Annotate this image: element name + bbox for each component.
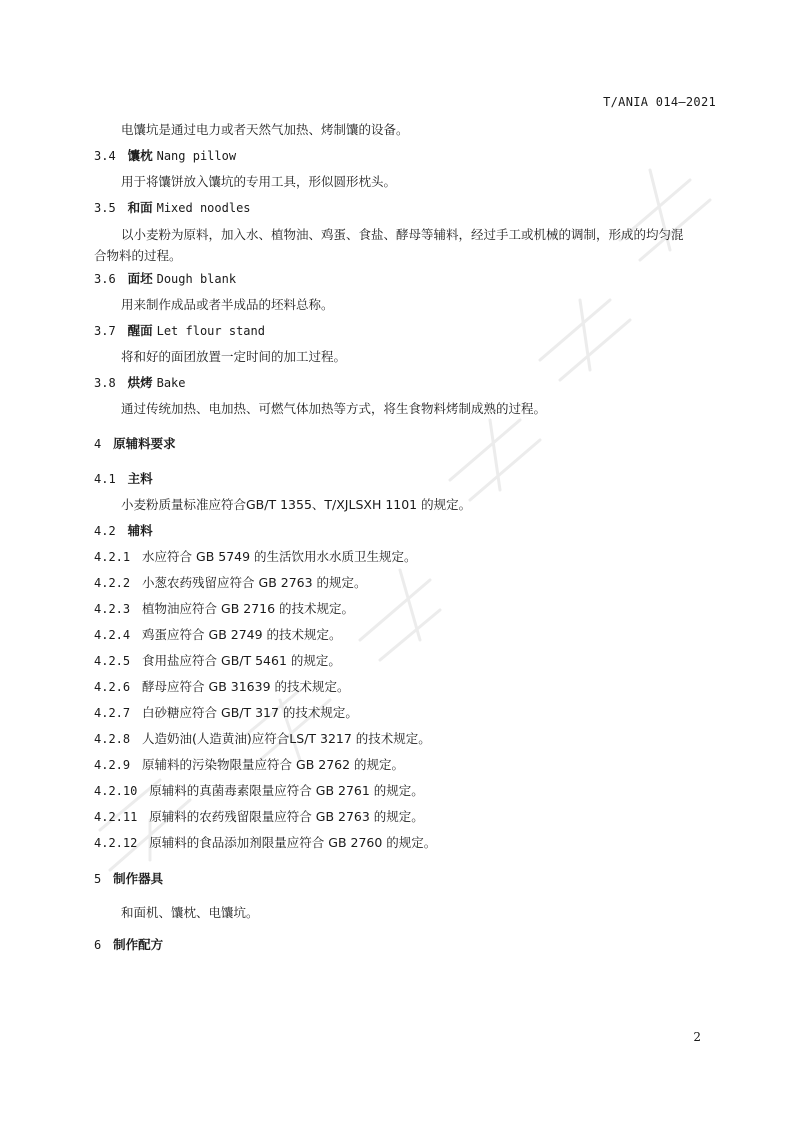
section-number: 4 <box>94 437 102 451</box>
clause-number: 4.2.2 <box>94 576 131 590</box>
section-heading-3-6 <box>94 269 236 289</box>
clause-4-2-9 <box>94 755 404 775</box>
clause-text: 植物油应符合 GB 2716 的技术规定。 <box>142 601 355 616</box>
section-number: 5 <box>94 872 102 886</box>
clause-text: 原辅料的农药残留限量应符合 GB 2763 的规定。 <box>149 809 424 824</box>
clause-text: 食用盐应符合 GB/T 5461 的规定。 <box>142 653 341 668</box>
clause-number: 4.2.10 <box>94 784 138 798</box>
clause-number: 4.2.3 <box>94 602 131 616</box>
section-number: 3.4 <box>94 149 116 163</box>
section-term: 制作配方 <box>113 937 164 952</box>
section-heading-3-8 <box>94 373 186 393</box>
clause-4-2-2 <box>94 573 367 593</box>
section-term: 馕枕 <box>127 148 153 163</box>
clause-number: 4.2.6 <box>94 680 131 694</box>
section-term: 主料 <box>127 471 153 486</box>
paragraph: 用来制作成品或者半成品的坯料总称。 <box>121 297 334 312</box>
section-heading-6 <box>94 935 163 955</box>
section-number: 3.6 <box>94 272 116 286</box>
section-term: 制作器具 <box>113 871 164 886</box>
section-heading-4-1 <box>94 469 153 489</box>
clause-number: 4.2.12 <box>94 836 138 850</box>
paragraph: 用于将馕饼放入馕坑的专用工具，形似圆形枕头。 <box>121 174 397 189</box>
section-term-en: Nang pillow <box>156 149 237 163</box>
paragraph: 小麦粉质量标准应符合GB/T 1355、T/XJLSXH 1101 的规定。 <box>121 497 472 512</box>
section-term: 醒面 <box>127 323 153 338</box>
page-number: 2 <box>693 1030 701 1044</box>
clause-4-2-4 <box>94 625 342 645</box>
clause-4-2-3 <box>94 599 354 619</box>
clause-number: 4.2.9 <box>94 758 131 772</box>
clause-4-2-12 <box>94 833 436 853</box>
section-heading-5 <box>94 869 163 889</box>
section-term-en: Let flour stand <box>156 324 265 338</box>
clause-text: 水应符合 GB 5749 的生活饮用水水质卫生规定。 <box>142 549 417 564</box>
clause-text: 原辅料的食品添加剂限量应符合 GB 2760 的规定。 <box>149 835 437 850</box>
section-term: 面坯 <box>127 271 153 286</box>
section-term: 烘烤 <box>127 375 153 390</box>
paragraph: 电馕坑是通过电力或者天然气加热、烤制馕的设备。 <box>121 122 409 137</box>
clause-number: 4.2.1 <box>94 550 131 564</box>
section-term: 原辅料要求 <box>113 436 176 451</box>
clause-text: 小葱农药残留应符合 GB 2763 的规定。 <box>142 575 367 590</box>
clause-text: 白砂糖应符合 GB/T 317 的技术规定。 <box>142 705 358 720</box>
section-heading-3-5 <box>94 198 251 218</box>
clause-4-2-6 <box>94 677 350 697</box>
clause-number: 4.2.8 <box>94 732 131 746</box>
paragraph: 通过传统加热、电加热、可燃气体加热等方式，将生食物料烤制成熟的过程。 <box>121 401 547 416</box>
section-term-en: Dough blank <box>156 272 237 286</box>
clause-text: 人造奶油(人造黄油)应符合LS/T 3217 的技术规定。 <box>142 731 431 746</box>
section-term-en: Mixed noodles <box>156 201 251 215</box>
clause-number: 4.2.4 <box>94 628 131 642</box>
clause-4-2-1 <box>94 547 417 567</box>
paragraph: 将和好的面团放置一定时间的加工过程。 <box>121 349 347 364</box>
section-number: 3.7 <box>94 324 116 338</box>
paragraph: 以小麦粉为原料，加入水、植物油、鸡蛋、食盐、酵母等辅料，经过手工或机械的调制，形成的均匀混合物料的过程。 <box>94 227 684 263</box>
clause-number: 4.2.7 <box>94 706 131 720</box>
clause-number: 4.2.5 <box>94 654 131 668</box>
section-heading-3-7 <box>94 321 265 341</box>
clause-4-2-7 <box>94 703 358 723</box>
clause-4-2-10 <box>94 781 424 801</box>
clause-4-2-11 <box>94 807 424 827</box>
paragraph: 和面机、馕枕、电馕坑。 <box>121 905 259 920</box>
section-number: 3.5 <box>94 201 116 215</box>
section-term: 和面 <box>127 200 153 215</box>
section-heading-4 <box>94 434 176 454</box>
clause-text: 原辅料的污染物限量应符合 GB 2762 的规定。 <box>142 757 405 772</box>
section-heading-3-4 <box>94 146 236 166</box>
section-number: 3.8 <box>94 376 116 390</box>
document-code: T/ANIA 014—2021 <box>603 95 716 109</box>
clause-4-2-8 <box>94 729 431 749</box>
section-term: 辅料 <box>127 523 153 538</box>
section-term-en: Bake <box>156 376 186 390</box>
clause-text: 原辅料的真菌毒素限量应符合 GB 2761 的规定。 <box>149 783 424 798</box>
section-heading-4-2 <box>94 521 153 541</box>
section-number: 4.2 <box>94 524 116 538</box>
clause-text: 酵母应符合 GB 31639 的技术规定。 <box>142 679 350 694</box>
clause-number: 4.2.11 <box>94 810 138 824</box>
clause-text: 鸡蛋应符合 GB 2749 的技术规定。 <box>142 627 342 642</box>
section-number: 6 <box>94 938 102 952</box>
section-number: 4.1 <box>94 472 116 486</box>
clause-4-2-5 <box>94 651 341 671</box>
